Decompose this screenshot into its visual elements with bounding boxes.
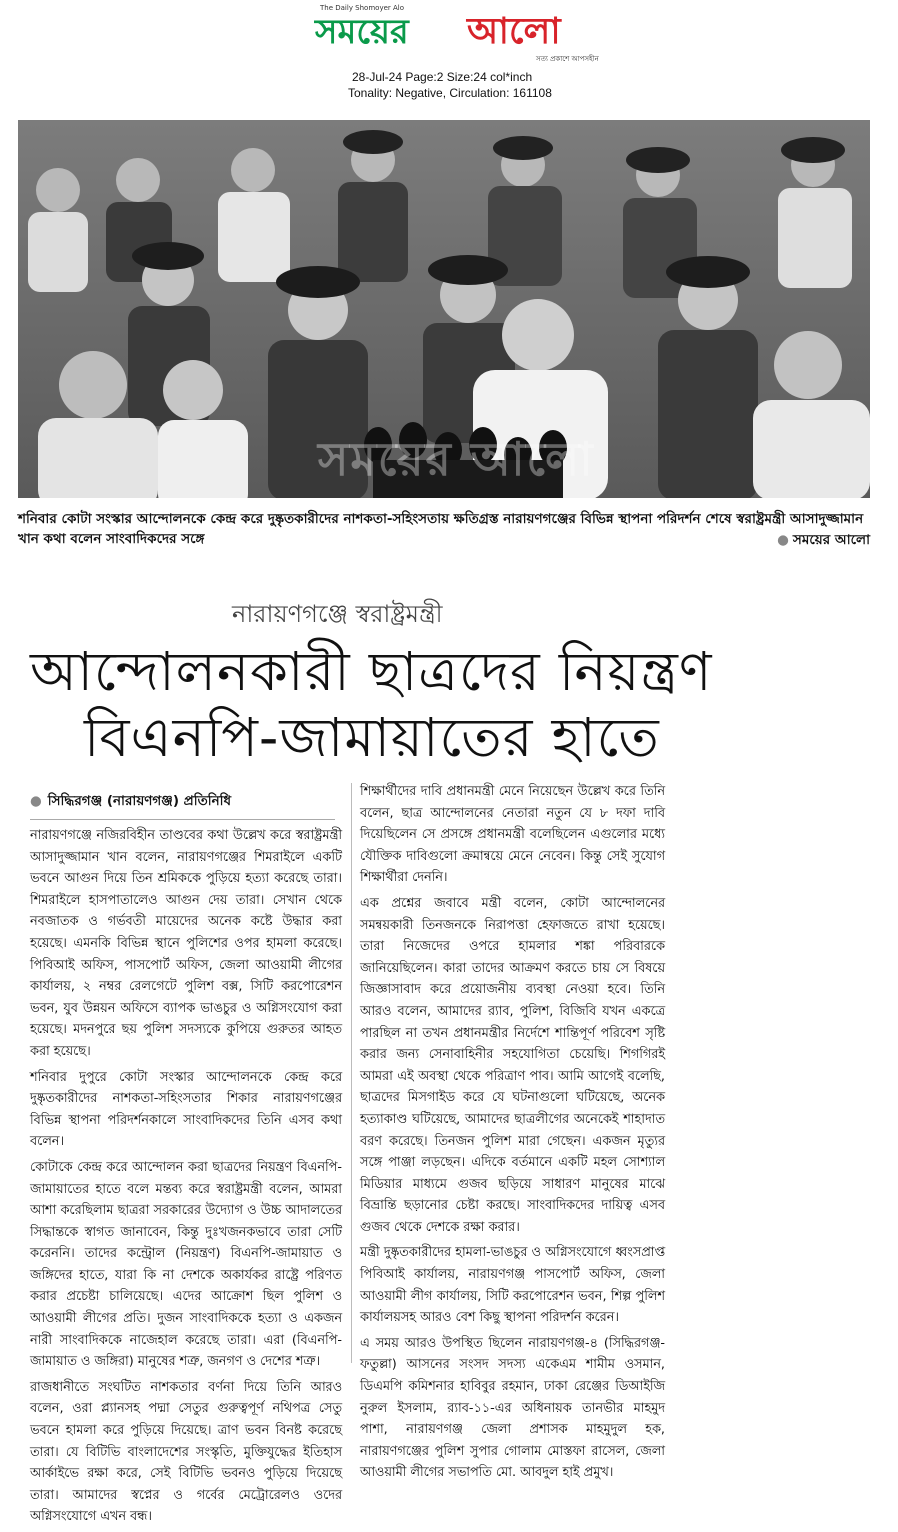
article-column-1 [30, 825, 342, 1532]
photo-credit [777, 529, 870, 552]
photo-credit-text: সময়ের আলো [792, 532, 870, 548]
clipping-meta-tonality: Tonality: Negative, Circulation: 161108 [348, 86, 552, 100]
article-kicker: নারায়ণগঞ্জে স্বরাষ্ট্রমন্ত্রী [232, 600, 443, 628]
news-photo [18, 120, 870, 498]
bullet-icon: ● [30, 793, 42, 809]
masthead-english-name: The Daily Shomoyer Alo [320, 4, 405, 12]
bullet-icon: ● [777, 532, 789, 548]
byline [30, 790, 335, 820]
paragraph: এ সময় আরও উপস্থিত ছিলেন নারায়ণগঞ্জ-৪ (সিদ্ধিরগঞ্জ-ফতুল্লা) আসনের সংসদ সদস্য একেএম শামীম ওসমান, ডিএমপি কমিশনার হাবিবুর রহমান, ঢাকা রেঞ্জের ডিআইজি নুরুল ইসলাম, র‌্যাব-১১-এর অধিনায়ক তানভীর মাহমুদ পাশা, নারায়ণগঞ্জ জেলা প্রশাসক মাহমুদুল হক, নারায়ণগঞ্জের পুলিশ সুপার গোলাম মোস্তফা রাসেল, জেলা আওয়ামী লীগের সভাপতি মো. আবদুল হাই প্রমুখ। [360, 1335, 665, 1481]
paragraph: এক প্রশ্নের জবাবে মন্ত্রী বলেন, কোটা আন্দোলনের সমন্বয়কারী তিনজনকে নিরাপত্তা হেফাজতে রাখা হয়েছে। তারা নিজেদের ওপরে হামলার শঙ্কা পরিবারকে জানিয়েছিলেন। কারা তাদের আক্রমণ করতে চায় সে বিষয়ে জিজ্ঞাসাবাদ করে প্রয়োজনীয় ব্যবস্থা নেওয়া হবে। তিনি আরও বলেন, আমাদের র‌্যাব, পুলিশ, বিজিবি যখন একত্রে পারছিল না তখন প্রধানমন্ত্রীর নির্দেশে শান্তিপূর্ণ পরিবেশ সৃষ্টি করার জন্য সেনাবাহিনীর সহযোগিতা চেয়েছি। শিগগিরই আমরা এই অবস্থা থেকে পরিত্রাণ পাব। আমি আগেই বলেছি, ছাত্রদের মিসগাইড করে যে ঘটনাগুলো ঘটিয়েছে, অনেক হত্যাকাণ্ড ঘটিয়েছে, আমাদের ছাত্রলীগের অনেকেই শাহাদাত বরণ করেছে। তিনজন পুলিশ মারা গেছেন। একজন মৃত্যুর সঙ্গে পাঞ্জা লড়ছেন। এদিকে বর্তমানে একটি মহল সোশ্যাল মিডিয়ার মাধ্যমে গুজব ছড়িয়ে সাধারণ মানুষের মাঝে বিভ্রান্তি ছড়ানোর চেষ্টা করছে। সাংবাদিকদের দায়িত্ব এসব গুজব থেকে দেশকে রক্ষা করার। [360, 895, 665, 1235]
logo-part-red: আলো [467, 11, 561, 52]
headline-line-2: বিএনপি-জামায়াতের হাতে [84, 706, 660, 769]
clipping-meta-date-size: 28-Jul-24 Page:2 Size:24 col*inch [352, 70, 533, 84]
masthead [0, 0, 898, 110]
photo-caption: শনিবার কোটা সংস্কার আন্দোলনকে কেন্দ্র করে দুষ্কৃতকারীদের নাশকতা-সহিংসতায় ক্ষতিগ্রস্ত নারায়ণগঞ্জের বিভিন্ন স্থাপনা পরিদর্শন শেষে স্বরাষ্ট্রমন্ত্রী আসাদুজ্জামান খান কথা বলেন সাংবাদিকদের সঙ্গে [18, 511, 864, 547]
column-divider [351, 783, 352, 1363]
paragraph: শনিবার দুপুরে কোটা সংস্কার আন্দোলনকে কেন্দ্র করে দুষ্কৃতকারীদের নাশকতা-সহিংসতার শিকার নারায়ণগঞ্জের বিভিন্ন স্থাপনা পরিদর্শনকালে সাংবাদিকদের তিনি এসব কথা বলেন। [30, 1069, 342, 1150]
headline-line-1: আন্দোলনকারী ছাত্রদের নিয়ন্ত্রণ [30, 640, 713, 703]
article-column-2 [360, 781, 665, 1488]
paragraph: কোটাকে কেন্দ্র করে আন্দোলন করা ছাত্রদের নিয়ন্ত্রণ বিএনপি-জামায়াতের হাতে বলে মন্তব্য করে স্বরাষ্ট্রমন্ত্রী বলেন, আমরা আশা করেছিলাম ছাত্ররা সরকারের উদ্যোগ ও উচ্চ আদালতের সিদ্ধান্তকে স্বাগত জানাবেন, কিন্তু দুঃখজনকভাবে তারা সেটি করেননি। তাদের কন্ট্রোল (নিয়ন্ত্রণ) বিএনপি-জামায়াত ও জঙ্গিদের হাতে, যারা কি না দেশকে অকার্যকর রাষ্ট্রে পরিণত করার প্রচেষ্টা চালিয়েছে। এদের আক্রোশ ছিল পুলিশ ও আওয়ামী লীগের প্রতি। দুজন সাংবাদিককে হত্যা ও একজন নারী সাংবাদিককে নাজেহাল করেছে তারা। এরা (বিএনপি-জামায়াত ও জঙ্গিরা) মানুষের শত্রু, জনগণ ও দেশের শত্রু। [30, 1159, 342, 1370]
masthead-tagline: সত্য প্রকাশে আপসহীন [536, 55, 599, 63]
paragraph: রাজধানীতে সংঘটিত নাশকতার বর্ণনা দিয়ে তিনি আরও বলেন, ওরা প্ল্যানসহ পদ্মা সেতুর গুরুত্বপূর্ণ নথিপত্র সেতু ভবনে হামলা করে পুড়িয়ে দিয়েছে। ত্রাণ ভবন বিনষ্ট করেছে তারা। যে বিটিভি বাংলাদেশের সংস্কৃতি, মুক্তিযুদ্ধের ইতিহাস আর্কাইভে রক্ষা করে, সেই বিটিভি ভবনও পুড়িয়ে দিয়েছে তারা। আমাদের স্বপ্নের ও গর্বের মেট্রোরেলও ওদের অগ্নিসংযোগে এখন বন্ধ। [30, 1379, 342, 1525]
paragraph: মন্ত্রী দুষ্কৃতকারীদের হামলা-ভাঙচুর ও অগ্নিসংযোগে ধ্বংসপ্রাপ্ত পিবিআই কার্যালয়, নারায়ণগঞ্জ পাসপোর্ট অফিস, জেলা আওয়ামী লীগ কার্যালয়, সিটি করপোরেশন ভবন, শিল্প পুলিশ কার্যালয়সহ আরও বেশ কিছু স্থাপনা পরিদর্শন করেন। [360, 1245, 665, 1326]
byline-text: সিদ্ধিরগঞ্জ (নারায়ণগঞ্জ) প্রতিনিধি [47, 793, 232, 809]
photo-watermark: সময়ের আলো [318, 432, 595, 486]
logo-part-green: সময়ের [315, 12, 409, 52]
paragraph: শিক্ষার্থীদের দাবি প্রধানমন্ত্রী মেনে নিয়েছেন উল্লেখ করে তিনি বলেন, ছাত্র আন্দোলনের নেতারা নতুন যে ৮ দফা দাবি দিয়েছিলেন সে প্রসঙ্গে প্রধানমন্ত্রী বলেছিলেন এগুলোর মধ্যে যৌক্তিক দাবিগুলো ক্রমান্বয়ে মেনে নেবেন। কিন্তু সেই সুযোগ শিক্ষার্থীরা দেননি। [360, 784, 665, 886]
paragraph: নারায়ণগঞ্জে নজিরবিহীন তাণ্ডবের কথা উল্লেখ করে স্বরাষ্ট্রমন্ত্রী আসাদুজ্জামান খান বলেন, নারায়ণগঞ্জের শিমরাইলে একটি ভবনে আগুন দিয়ে তিন শ্রমিককে পুড়িয়ে হত্যা করেছে তারা। শিমরাইলে হাসপাতালেও আগুন দেয় তারা। সেখান থেকে নবজাতক ও গর্ভবতী মায়েদের অনেক কষ্টে উদ্ধার করা হয়েছে। এমনকি বিভিন্ন স্থানে পুলিশের ওপর হামলা করেছে। পিবিআই অফিস, পাসপোর্ট অফিস, জেলা আওয়ামী লীগের কার্যালয়, ২ নম্বর রেলগেটে পুলিশ বক্স, সিটি করপোরেশন ভবন, যুব উন্নয়ন অফিসে ব্যাপক ভাঙচুর ও অগ্নিসংযোগ করা হয়েছে। মদনপুরে ছয় পুলিশ সদস্যকে কুপিয়ে গুরুতর আহত করা হয়েছে। [30, 828, 342, 1059]
newspaper-logo [315, 12, 595, 52]
